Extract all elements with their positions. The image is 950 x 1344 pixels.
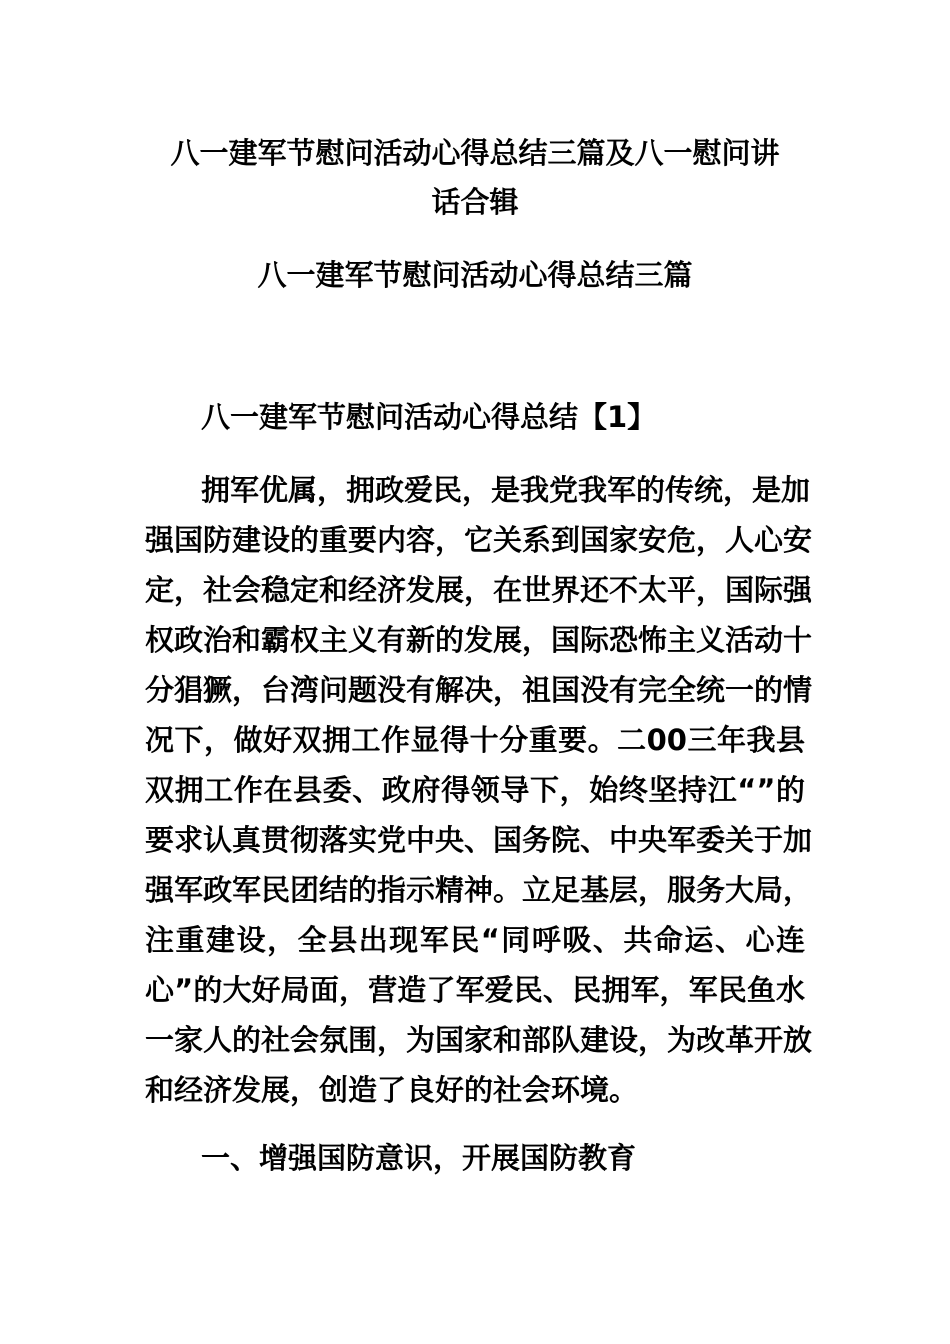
section-heading-1: 八一建军节慰问活动心得总结【1】	[201, 400, 657, 434]
paragraph-line: 拥军优属，拥政爱民，是我党我军的传统，是加	[201, 473, 811, 507]
paragraph-line: 要求认真贯彻落实党中央、国务院、中央军委关于加	[145, 823, 813, 857]
paragraph-line: 一家人的社会氛围，为国家和部队建设，为改革开放	[145, 1023, 813, 1057]
body-paragraph	[145, 465, 813, 1115]
section-heading-2: 一、增强国防意识，开展国防教育	[201, 1141, 637, 1175]
paragraph-line: 况下，做好双拥工作显得十分重要。二00三年我县	[145, 723, 805, 757]
paragraph-line: 权政治和霸权主义有新的发展，国际恐怖主义活动十	[145, 623, 813, 657]
document-title-line-2: 话合辑	[431, 185, 519, 219]
paragraph-line: 分猖獗，台湾问题没有解决，祖国没有完全统一的情	[145, 673, 813, 707]
document-subtitle: 八一建军节慰问活动心得总结三篇	[257, 258, 693, 292]
document-title-line-1: 八一建军节慰问活动心得总结三篇及八一慰问讲	[170, 136, 780, 170]
paragraph-line: 双拥工作在县委、政府得领导下，始终坚持江“”的	[145, 773, 805, 807]
paragraph-line: 强军政军民团结的指示精神。立足基层，服务大局，	[145, 873, 813, 907]
paragraph-line: 定，社会稳定和经济发展，在世界还不太平，国际强	[145, 573, 813, 607]
paragraph-line: 注重建设，全县出现军民“同呼吸、共命运、心连	[145, 923, 805, 957]
paragraph-line: 和经济发展，创造了良好的社会环境。	[145, 1073, 639, 1107]
paragraph-line: 强国防建设的重要内容，它关系到国家安危，人心安	[145, 523, 813, 557]
paragraph-line: 心”的大好局面，营造了军爱民、民拥军，军民鱼水	[145, 973, 805, 1007]
